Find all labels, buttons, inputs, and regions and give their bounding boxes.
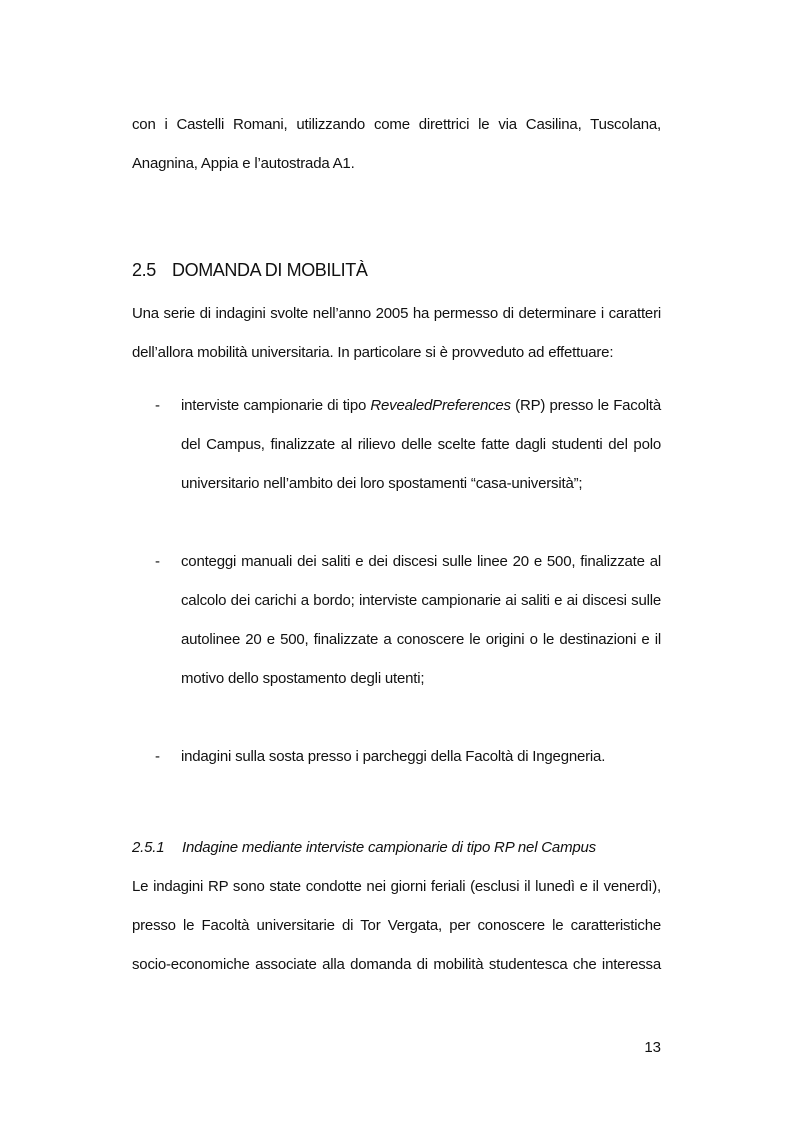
bullet-1-line-2: del Campus, finalizzate al rilievo delle scelte fatte dagli studenti del polo: [181, 436, 661, 453]
bullet-1-emphasis: RevealedPreferences: [370, 397, 511, 414]
section-heading: [132, 259, 367, 281]
bullet-2-line-1: conteggi manuali dei saliti e dei discesi sulle linee 20 e 500, finalizzate al: [181, 553, 661, 570]
bullet-2-line-2: calcolo dei carichi a bordo; interviste campionarie ai saliti e ai discesi sulle: [181, 592, 661, 609]
bullet-dash-2: -: [155, 553, 160, 570]
intro-line-2: Anagnina, Appia e l’autostrada A1.: [132, 155, 355, 172]
bullet-1-text-pre: interviste campionarie di tipo: [181, 397, 371, 414]
bullet-dash-3: -: [155, 748, 160, 765]
section-paragraph-line-2: dell’allora mobilità universitaria. In particolare si è provveduto ad effettuare:: [132, 344, 614, 361]
subsection-paragraph-line-1: Le indagini RP sono state condotte nei giorni feriali (esclusi il lunedì e il venerdì),: [132, 878, 661, 895]
bullet-1-text-post: (RP) presso le Facoltà: [510, 397, 661, 414]
section-number: 2.5: [132, 260, 156, 280]
subsection-number: 2.5.1: [132, 839, 165, 856]
section-title: DOMANDA DI MOBILITÀ: [172, 260, 368, 280]
intro-line-1: con i Castelli Romani, utilizzando come direttrici le via Casilina, Tuscolana,: [132, 116, 661, 133]
subsection-heading: [132, 838, 596, 858]
subsection-paragraph-line-3: socio-economiche associate alla domanda di mobilità studentesca che interessa: [132, 956, 661, 973]
bullet-2-line-4: motivo dello spostamento degli utenti;: [181, 670, 425, 687]
section-paragraph-line-1: Una serie di indagini svolte nell’anno 2005 ha permesso di determinare i caratteri: [132, 305, 661, 322]
page-number: 13: [644, 1039, 661, 1056]
subsection-paragraph-line-2: presso le Facoltà universitarie di Tor Vergata, per conoscere le caratteristiche: [132, 917, 661, 934]
bullet-1-line-3: universitario nell’ambito dei loro spostamenti “casa-università”;: [181, 475, 583, 492]
bullet-3-line-1: indagini sulla sosta presso i parcheggi della Facoltà di Ingegneria.: [181, 748, 606, 765]
subsection-title: Indagine mediante interviste campionarie di tipo RP nel Campus: [182, 839, 596, 856]
bullet-dash-1: -: [155, 397, 160, 414]
bullet-1-line-1: [181, 396, 661, 416]
bullet-2-line-3: autolinee 20 e 500, finalizzate a conoscere le origini o le destinazioni e il: [181, 631, 661, 648]
